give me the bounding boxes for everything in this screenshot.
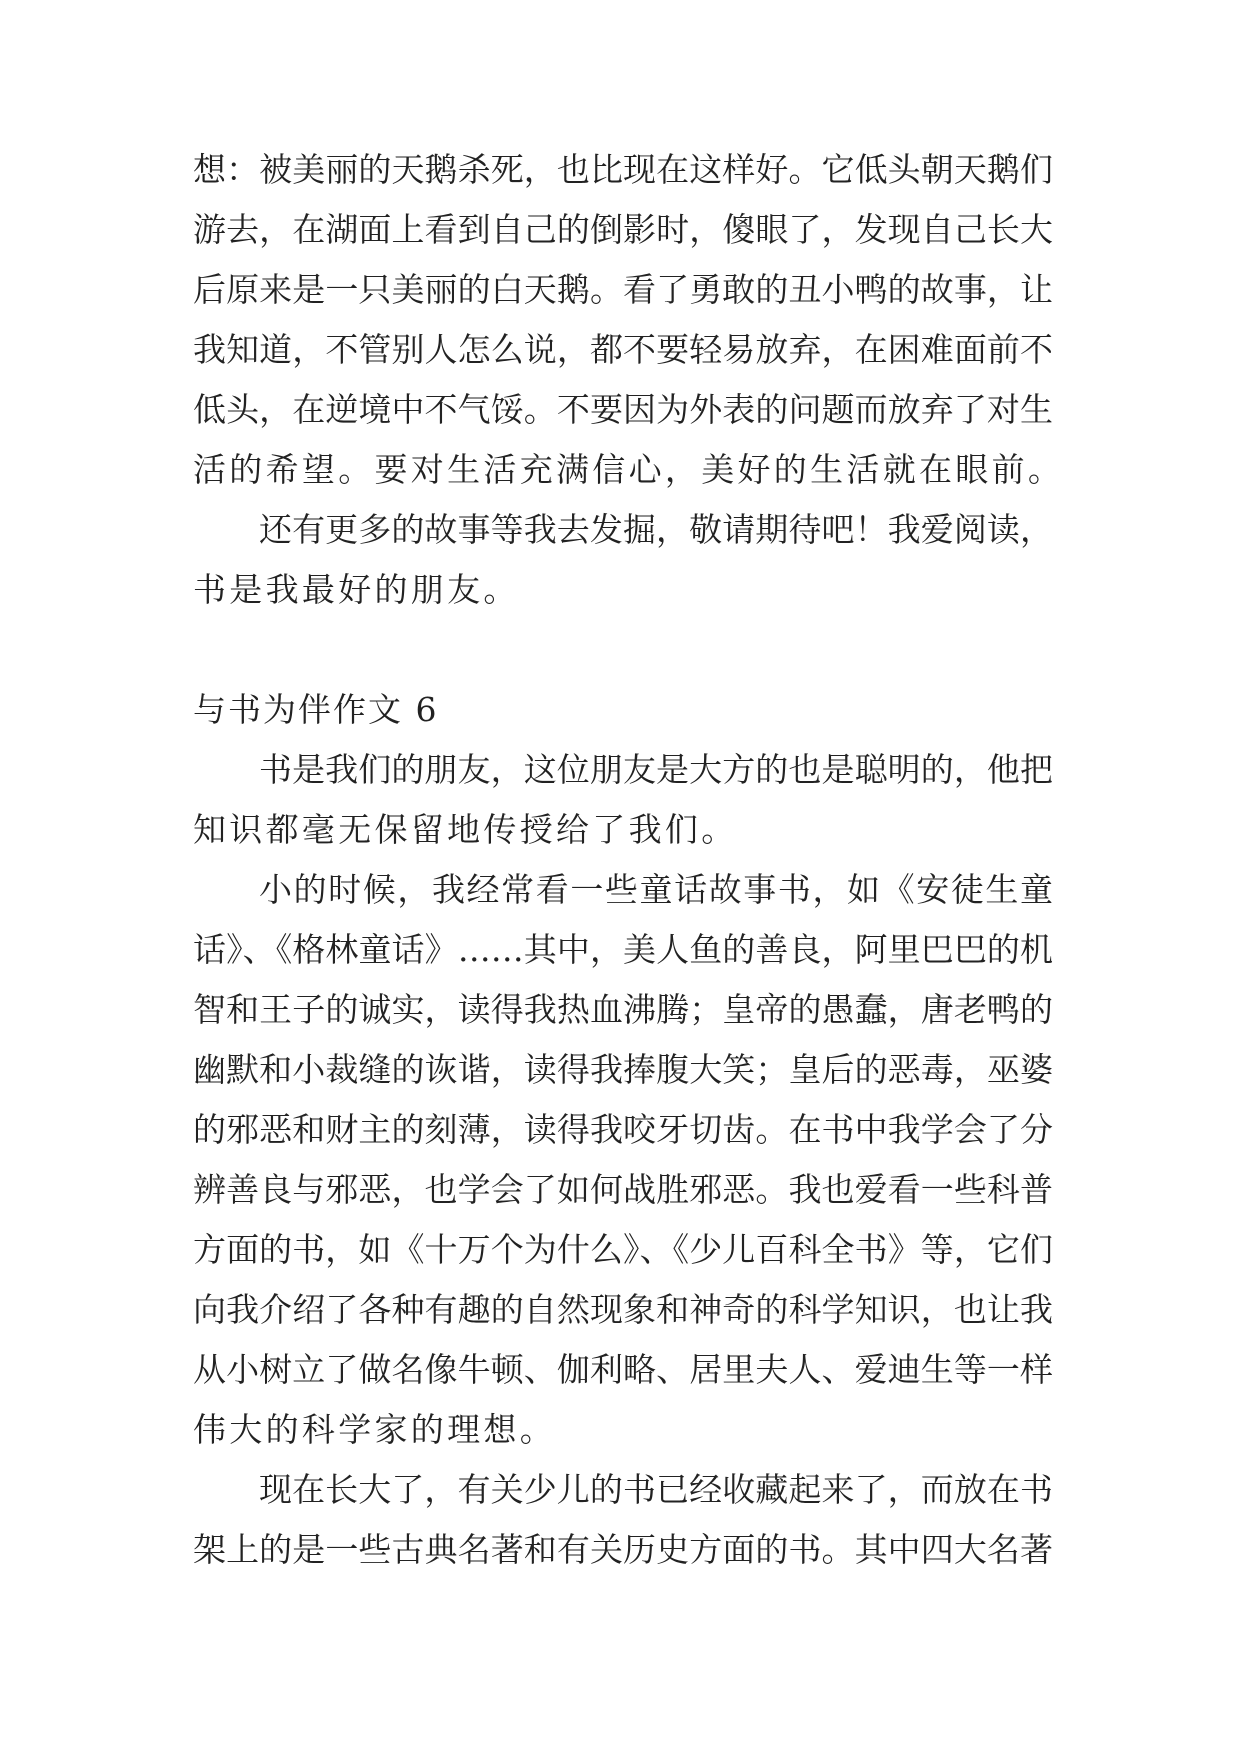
text-line: 向我介绍了各种有趣的自然现象和神奇的科学知识，也让我 [193, 1290, 1053, 1329]
paragraph [193, 140, 1065, 500]
text-line: 现在长大了，有关少儿的书已经收藏起来了，而放在书 [259, 1470, 1053, 1509]
text-line: 智和王子的诚实，读得我热血沸腾；皇帝的愚蠢，唐老鸭的 [193, 990, 1053, 1029]
text-line: 书是我们的朋友，这位朋友是大方的也是聪明的，他把 [259, 750, 1053, 789]
text-line: 伟大的科学家的理想。 [193, 1410, 556, 1449]
text-line: 从小树立了做名像牛顿、伽利略、居里夫人、爱迪生等一样 [193, 1350, 1053, 1389]
text-line: 书是我最好的朋友。 [193, 570, 520, 609]
paragraph [193, 740, 1053, 860]
text-line: 小的时候，我经常看一些童话故事书，如《安徒生童 [259, 870, 1053, 909]
paragraph [193, 500, 1053, 620]
text-line: 我知道，不管别人怎么说，都不要轻易放弃，在困难面前不 [193, 330, 1053, 369]
text-line: 幽默和小裁缝的诙谐，读得我捧腹大笑；皇后的恶毒，巫婆 [193, 1050, 1053, 1089]
text-line: 游去，在湖面上看到自己的倒影时，傻眼了，发现自己长大 [193, 210, 1053, 249]
paragraph [193, 860, 1053, 1460]
text-line: 辨善良与邪恶，也学会了如何战胜邪恶。我也爱看一些科普 [193, 1170, 1053, 1209]
paragraph [193, 1460, 1053, 1580]
spacer [193, 620, 1053, 680]
section-title: 与书为伴作文 6 [193, 690, 439, 729]
text-line: 想：被美丽的天鹅杀死，也比现在这样好。它低头朝天鹅们 [193, 150, 1053, 189]
text-line: 还有更多的故事等我去发掘，敬请期待吧！我爱阅读， [259, 510, 1053, 549]
text-line: 方面的书，如《十万个为什么》、《少儿百科全书》等，它们 [193, 1230, 1053, 1269]
text-line: 后原来是一只美丽的白天鹅。看了勇敢的丑小鸭的故事，让 [193, 270, 1053, 309]
document-page [193, 140, 1065, 1580]
text-line: 活的希望。要对生活充满信心，美好的生活就在眼前。 [193, 450, 1065, 489]
text-line: 架上的是一些古典名著和有关历史方面的书。其中四大名著 [193, 1530, 1053, 1569]
text-line: 话》、《格林童话》……其中，美人鱼的善良，阿里巴巴的机 [193, 930, 1053, 969]
text-line: 低头，在逆境中不气馁。不要因为外表的问题而放弃了对生 [193, 390, 1053, 429]
text-line: 的邪恶和财主的刻薄，读得我咬牙切齿。在书中我学会了分 [193, 1110, 1053, 1149]
text-line: 知识都毫无保留地传授给了我们。 [193, 810, 738, 849]
